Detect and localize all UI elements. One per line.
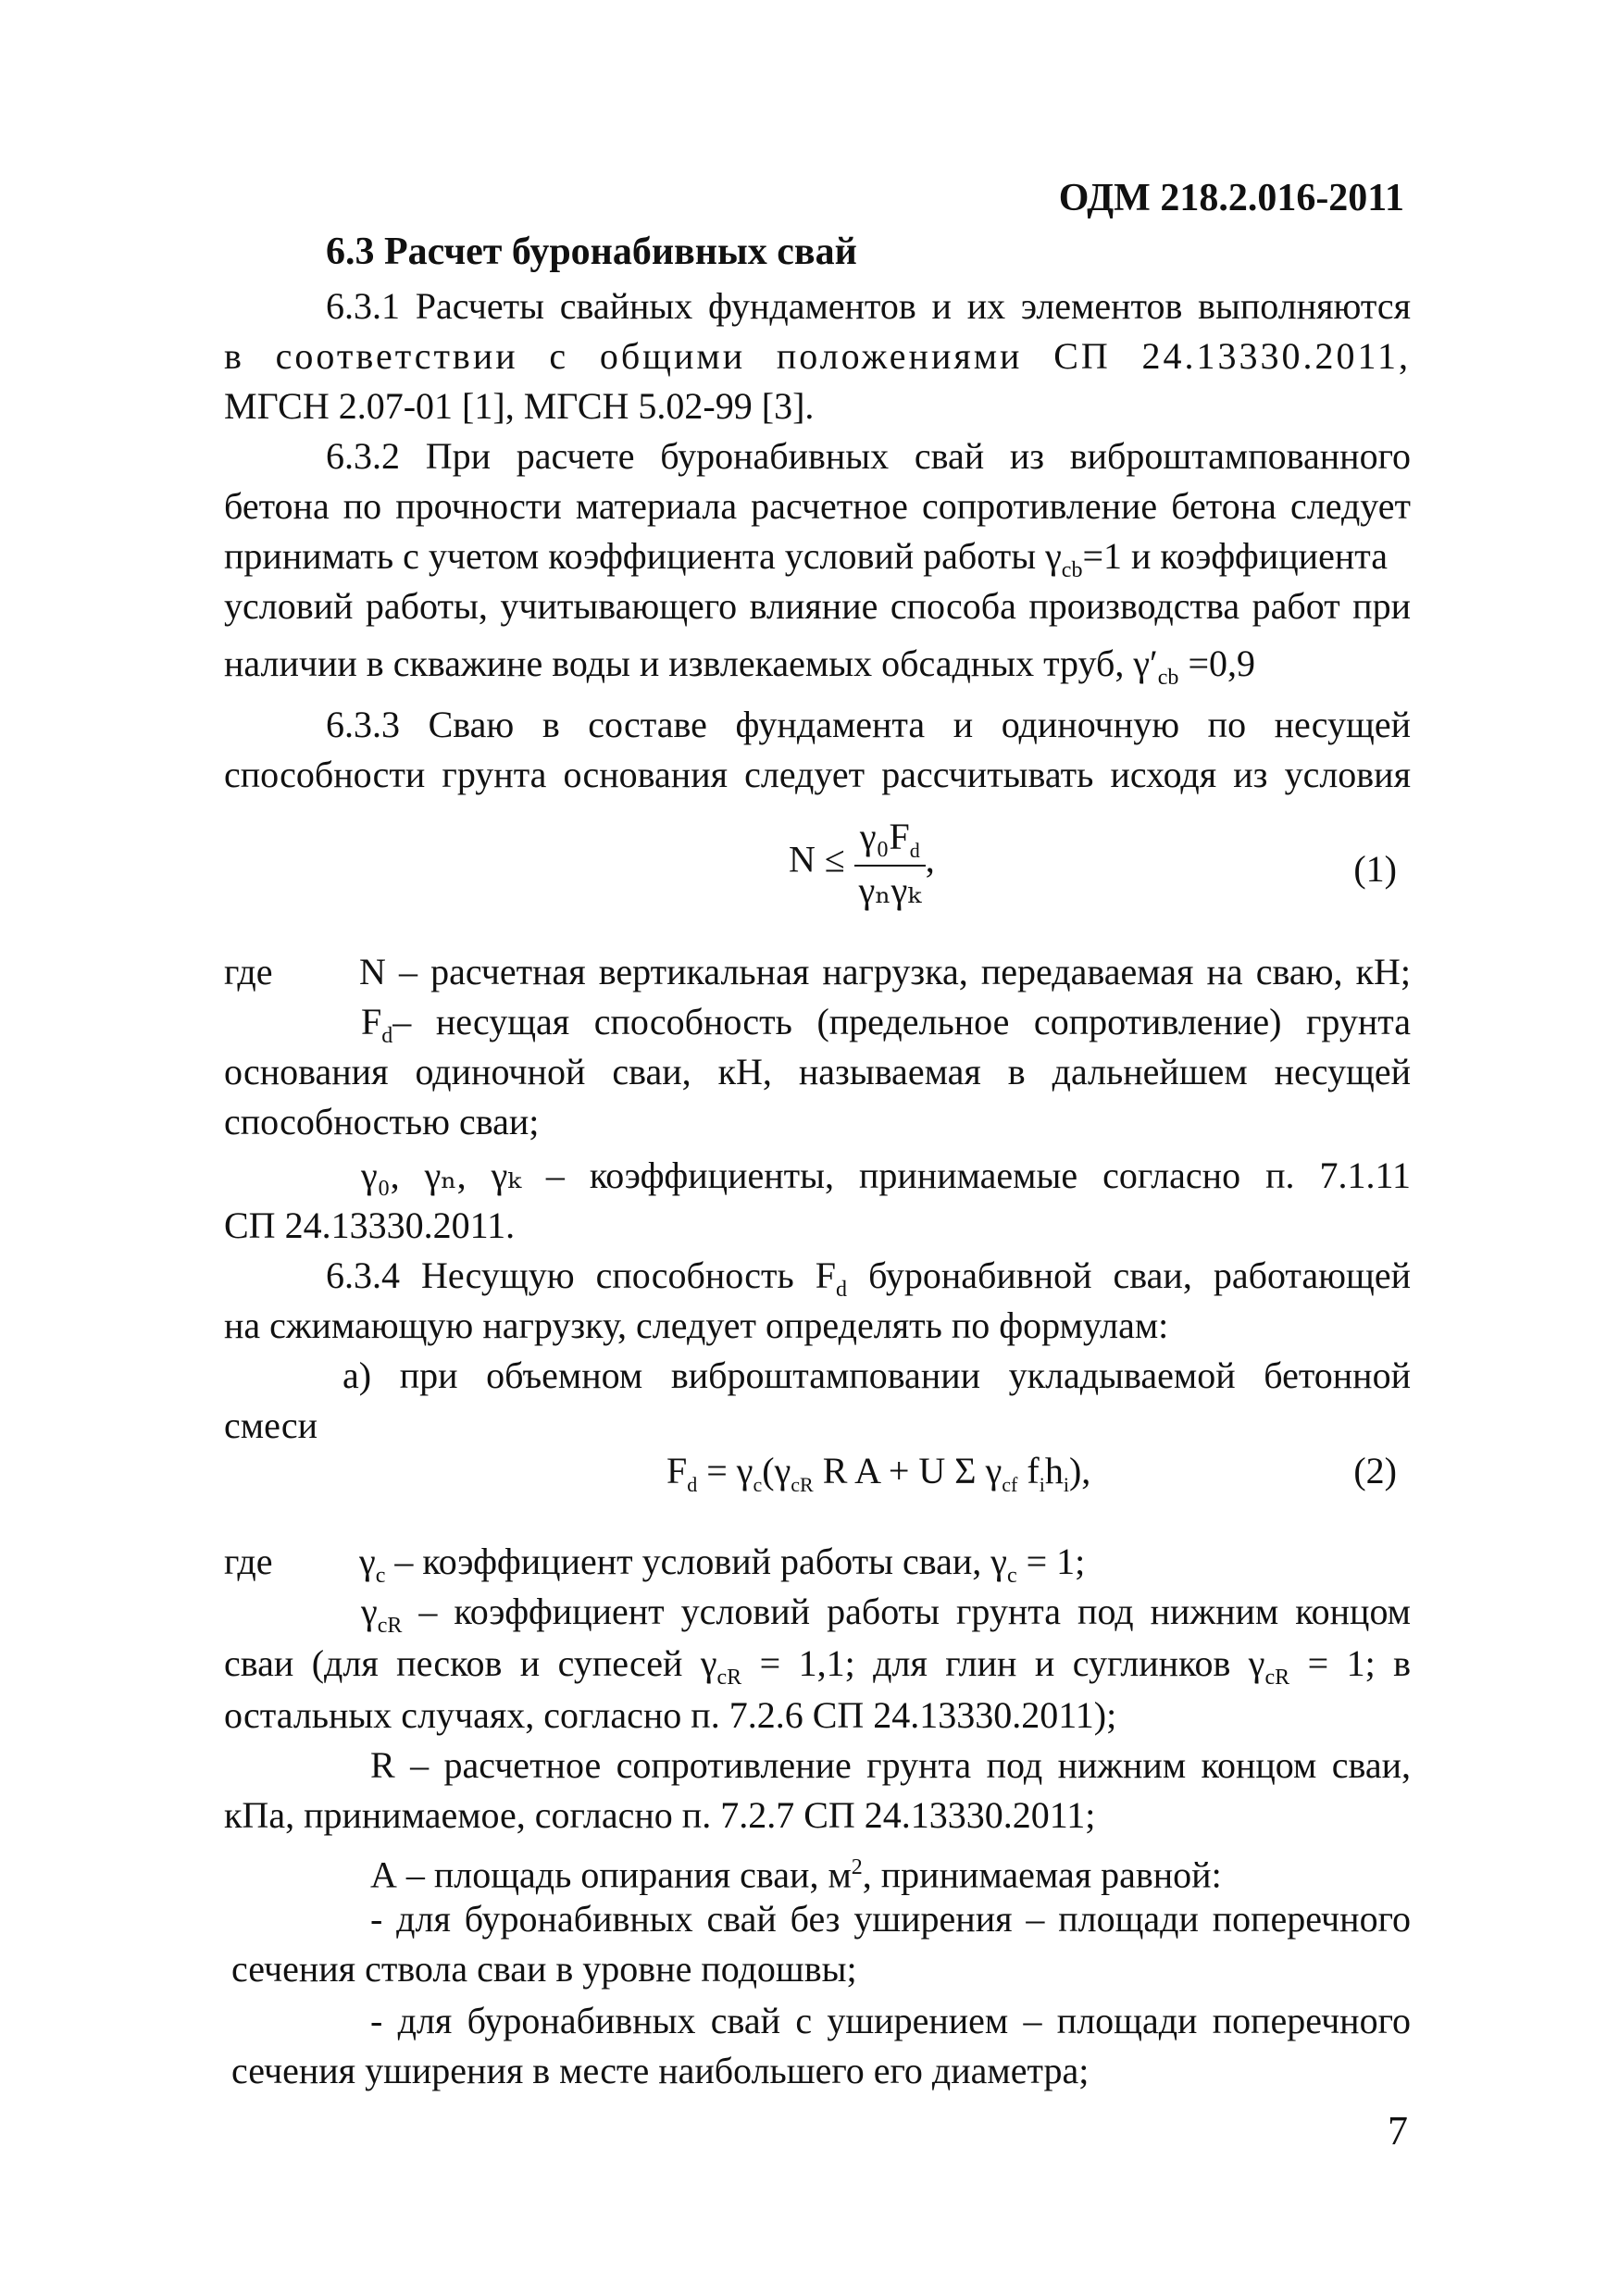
paragraph-631-line-3: МГСН 2.07-01 [1], МГСН 5.02-99 [3]. [224, 385, 815, 427]
paragraph-632-line-3: принимать с учетом коэффициента условий работы $\gamma_{cb}=1$ и коэффициента [224, 535, 1388, 582]
definition-r-line-2: кПа, принимаемое, согласно п. 7.2.7 СП 24.13330.2011; [224, 1794, 1096, 1836]
equation-2-number: (2) [1353, 1450, 1397, 1491]
equation-2: $F_d = \gamma_c(\gamma_{cR}$ R A + U Σ $\gamma_{cf}$ $f_ih_i$), [666, 1450, 1091, 1496]
definition-n: N – расчетная вертикальная нагрузка, передаваемая на сваю, кН; [359, 951, 1411, 992]
definition-a-line-1: А – площадь опирания сваи, $м^2$, принимаемая равной: [370, 1853, 1222, 1896]
paragraph-634-line-1: 6.3.4 Несущую способность $F_d$ буронабивной сваи, работающей [326, 1254, 1411, 1302]
paragraph-632-line-4: условий работы, учитывающего влияние способа производства работ при [224, 585, 1411, 627]
page-number: 7 [1388, 2108, 1408, 2153]
paragraph-632-line-2: бетона по прочности материала расчетное сопротивление бетона следует [224, 485, 1411, 527]
bullet-1-line-1: - для буронабивных свай без уширения – площади поперечного [370, 1898, 1411, 1940]
paragraph-632-line-5: наличии в скважине воды и извлекаемых обсадных труб, $\gamma'_{cb} =0,9$ [224, 643, 1255, 690]
definition-r-line-1: R – расчетное сопротивление грунта под нижним концом сваи, [370, 1744, 1411, 1786]
paragraph-631-line-2: в соответствии с общими положениями СП 24.13330.2011, [224, 335, 1411, 377]
definition-fd-line-3: способностью сваи; [224, 1101, 540, 1142]
definition-gamma-cr-line-2: сваи (для песков и супесей $\gamma_{cR} = 1,1$; для глин и суглинков $\gamma_{cR} = 1$; в [224, 1642, 1412, 1690]
paragraph-634-item-a-line-1: а) при объемном виброштамповании укладываемой бетонной [342, 1354, 1411, 1396]
paragraph-633-line-1: 6.3.3 Сваю в составе фундамента и одиночную по несущей [326, 704, 1411, 745]
definition-fd-line-1: $F_d-$ несущая способность (предельное сопротивление) грунта [361, 1001, 1411, 1048]
bullet-2-line-2: сечения уширения в месте наибольшего его диаметра; [231, 2050, 1090, 2091]
document-code: ОДМ 218.2.016-2011 [1058, 177, 1404, 219]
paragraph-634-item-a-line-2: смеси [224, 1404, 318, 1446]
definition-gamma-cr-line-1: $\gamma_{cR}$ – коэффициент условий работы грунта под нижним концом [361, 1591, 1411, 1638]
paragraph-633-line-2: способности грунта основания следует рассчитывать исходя из условия [224, 754, 1411, 795]
where-label-2: где [224, 1541, 273, 1582]
definition-fd-line-2: основания одиночной сваи, кН, называемая в дальнейшем несущей [224, 1051, 1411, 1092]
paragraph-634-line-2: на сжимающую нагрузку, следует определять по формулам: [224, 1304, 1169, 1346]
where-label-1: где [224, 951, 273, 992]
bullet-1-line-2: сечения ствола сваи в уровне подошвы; [231, 1948, 857, 1990]
paragraph-632-line-1: 6.3.2 При расчете буронабивных свай из виброштампованного [326, 435, 1411, 477]
definition-gamma-line-1: γ₀, γₙ, γₖ – коэффициенты, принимаемые согласно п. 7.1.11 [361, 1154, 1411, 1196]
equation-1-number: (1) [1353, 848, 1397, 890]
equation-1-fraction: $\frac{\gamma_0F_d}{\text{γₙγₖ}}$ [854, 815, 926, 912]
definition-gamma-c: $\gamma_c$ – коэффициент условий работы сваи, $\gamma_c = 1$; [359, 1541, 1086, 1588]
definition-gamma-cr-line-3: остальных случаях, согласно п. 7.2.6 СП 24.13330.2011); [224, 1694, 1117, 1736]
section-title: 6.3 Расчет буронабивных свай [326, 231, 857, 273]
definition-gamma-line-2: СП 24.13330.2011. [224, 1204, 516, 1246]
equation-1: N ≤ $\frac{\gamma_0F_d}{\text{γₙγₖ}}$ , [789, 816, 935, 911]
bullet-2-line-1: - для буронабивных свай с уширением – площади поперечного [370, 2000, 1411, 2041]
paragraph-631-line-1: 6.3.1 Расчеты свайных фундаментов и их элементов выполняются [326, 285, 1411, 327]
